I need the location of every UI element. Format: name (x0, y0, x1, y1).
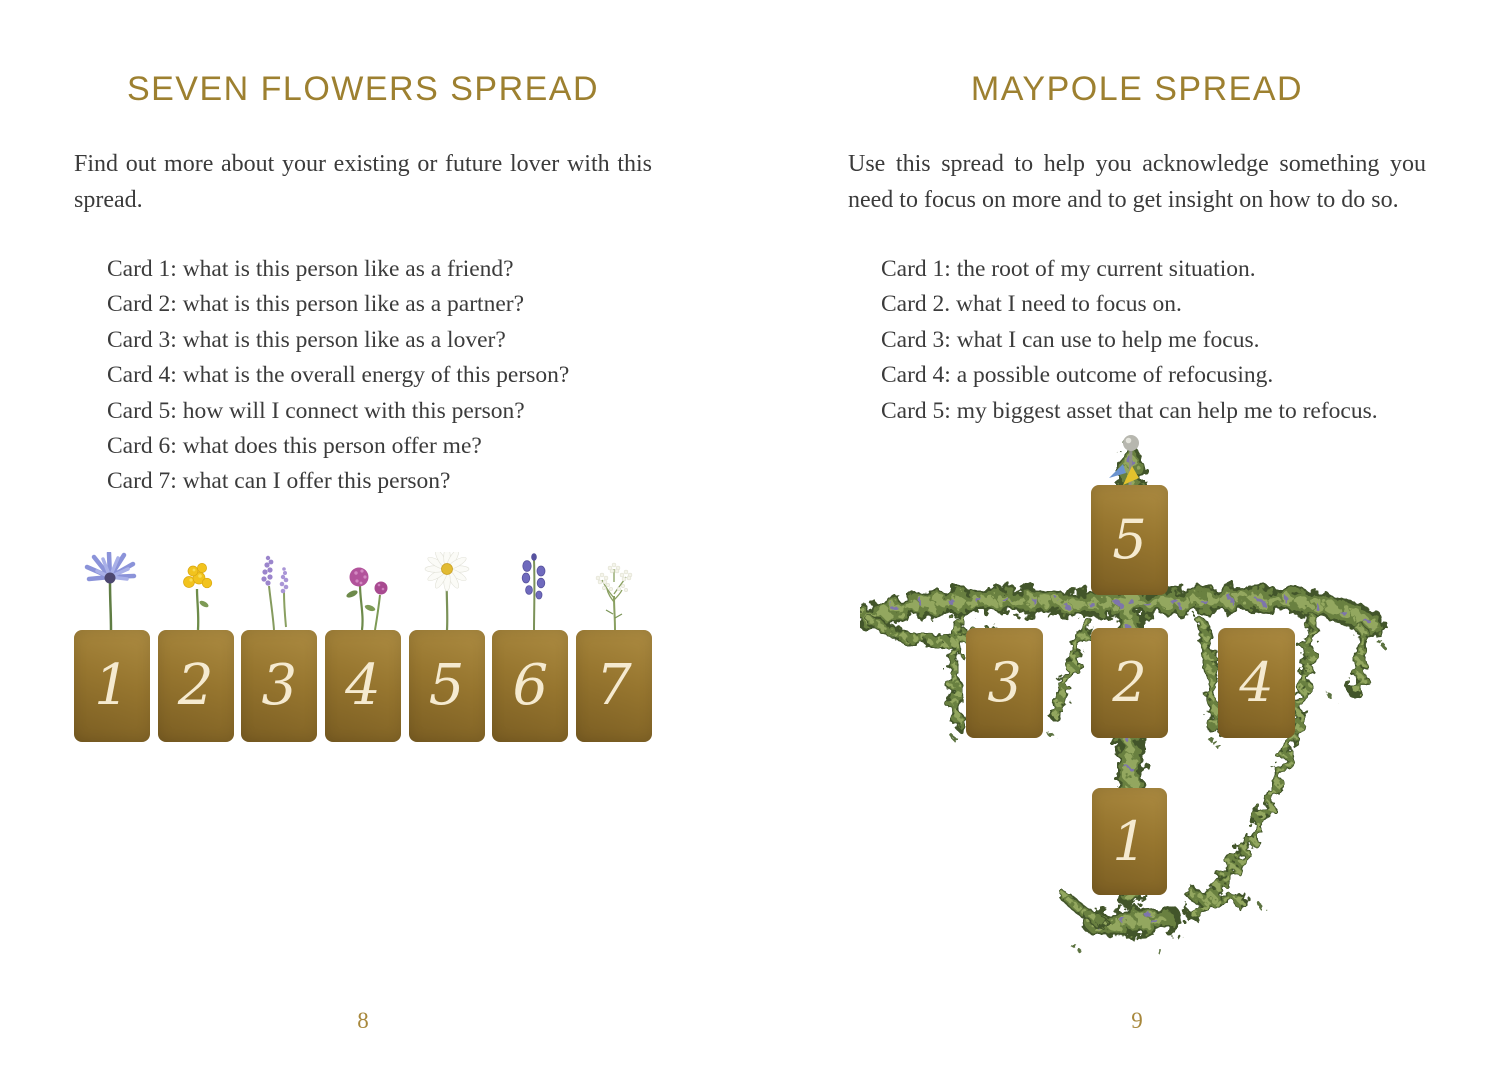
card-meaning-item: Card 1: what is this person like as a friend? (107, 256, 514, 282)
card-number: 3 (261, 653, 298, 718)
right-page (750, 0, 1500, 1067)
spread-card-4 (1218, 628, 1295, 738)
spread-column-6 (492, 552, 568, 742)
card-meaning-item: Card 3: what is this person like as a lover? (107, 326, 506, 353)
intro-text: Find out more about your existing or future lover with this spread. (74, 151, 652, 213)
trefoil-flower-icon (156, 552, 236, 630)
card-number: 2 (177, 653, 214, 718)
spread-card-6 (492, 630, 568, 742)
intro-text: Use this spread to help you acknowledge something you need to focus on more and to get insight on how to do so. (848, 151, 1426, 213)
card-meanings-list (881, 252, 1378, 429)
spread-card-7 (576, 630, 652, 742)
spread-card-3 (241, 630, 317, 742)
card-meaning-item: Card 5: how will I connect with this person? (107, 397, 525, 424)
spread-column-5 (409, 552, 485, 742)
card-meaning-item: Card 3: what I can use to help me focus. (881, 326, 1260, 353)
card-meaning-item: Card 2: what is this person like as a partner? (107, 291, 525, 318)
page-title: SEVEN FLOWERS SPREAD (126, 70, 600, 108)
spread-column-1 (74, 552, 150, 742)
left-page-content (74, 0, 652, 1067)
cornflower-icon (72, 552, 152, 630)
card-meaning-item: Card 1: the root of my current situation. (881, 256, 1256, 282)
spread-card-5 (1091, 485, 1168, 595)
yarrow-flower-icon (574, 552, 654, 630)
card-number: 4 (1239, 651, 1274, 714)
daisy-flower-icon (407, 552, 487, 630)
card-number: 5 (1112, 508, 1147, 571)
card-number: 7 (596, 653, 632, 718)
page-number: 9 (1131, 1008, 1143, 1033)
card-number: 2 (1112, 651, 1147, 714)
card-meaning-item: Card 4: a possible outcome of refocusing. (881, 362, 1274, 389)
card-meaning-item: Card 2. what I need to focus on. (881, 291, 1182, 318)
spread-column-2 (158, 552, 234, 742)
card-meaning-item: Card 6: what does this person offer me? (107, 433, 482, 460)
spread-card-5 (409, 630, 485, 742)
card-meanings-list (107, 252, 569, 500)
spread-card-4 (325, 630, 401, 742)
card-meaning-item: Card 4: what is the overall energy of this person? (107, 362, 570, 389)
spread-card-2 (1091, 628, 1168, 738)
spread-card-1 (74, 630, 150, 742)
page-number: 8 (357, 1008, 369, 1033)
card-number: 3 (987, 651, 1022, 714)
spread-column-7 (576, 552, 652, 742)
maypole-spread-figure (860, 428, 1420, 958)
bellflower-icon (490, 552, 570, 630)
spread-column-4 (325, 552, 401, 742)
card-number: 6 (512, 653, 549, 718)
card-number: 1 (94, 653, 130, 718)
lavender-flower-icon (239, 552, 319, 630)
page-title: MAYPOLE SPREAD (970, 70, 1304, 108)
card-meaning-item: Card 7: what can I offer this person? (107, 468, 451, 495)
spread-card-1 (1092, 788, 1167, 895)
card-meaning-item: Card 5: my biggest asset that can help me to refocus. (881, 397, 1378, 424)
card-number: 1 (1112, 809, 1147, 873)
seven-flowers-spread-figure (74, 552, 652, 742)
clover-flower-icon (323, 552, 403, 630)
spread-card-3 (966, 628, 1043, 738)
card-number: 5 (428, 653, 465, 718)
card-number: 4 (345, 653, 381, 718)
spread-card-2 (158, 630, 234, 742)
spread-column-3 (241, 552, 317, 742)
